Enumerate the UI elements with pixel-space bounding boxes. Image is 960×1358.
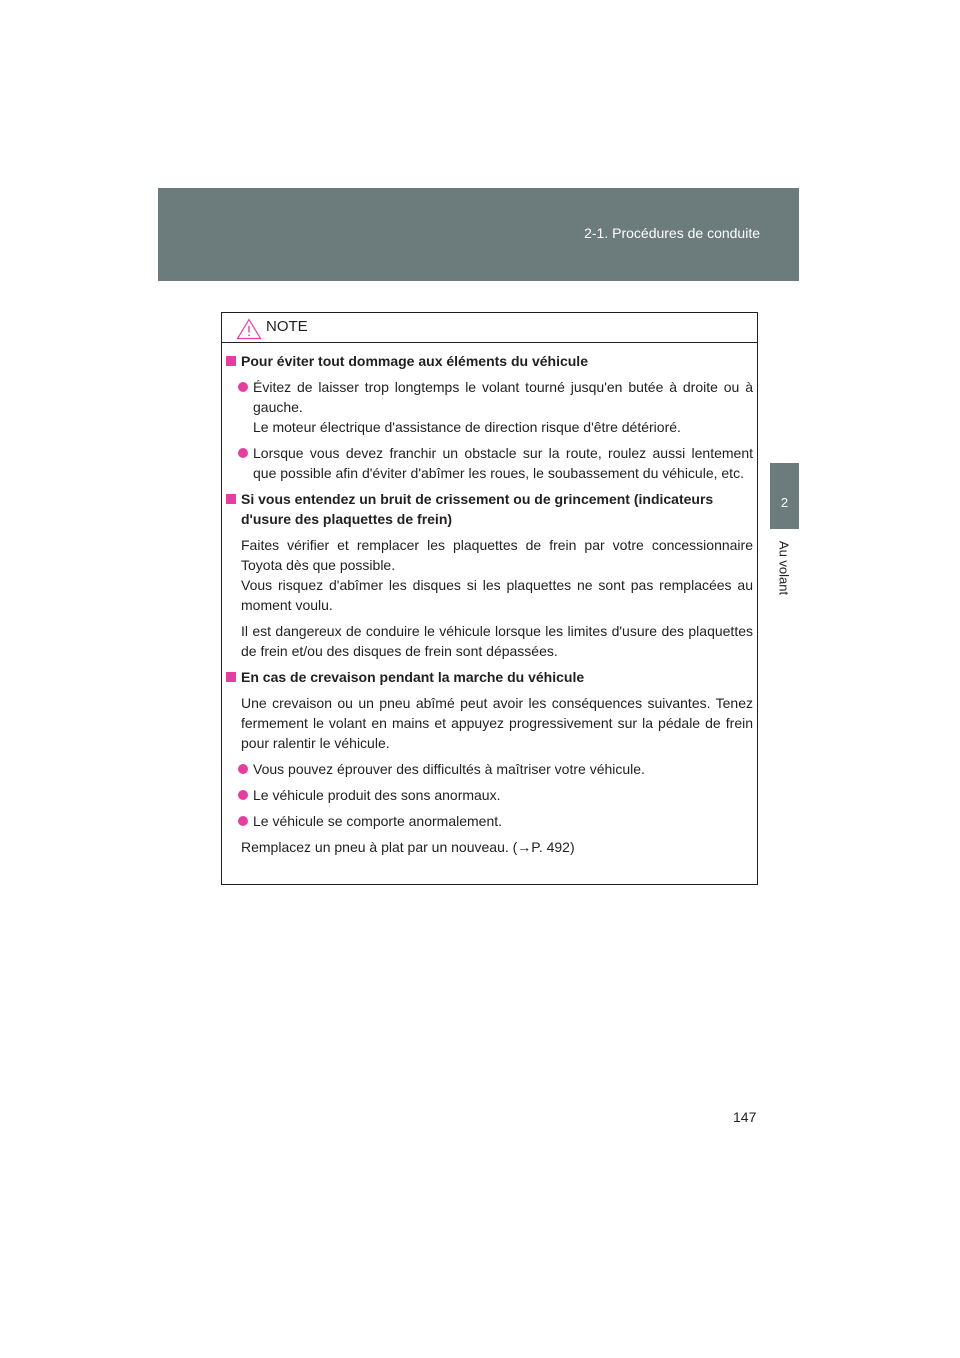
bullet-item: Évitez de laisser trop longtemps le volant tourné jusqu'en butée à droite ou à gauche. Le moteur électrique d'assistance de direction risque d'être détérioré. xyxy=(222,377,757,437)
bullet-item: Vous pouvez éprouver des difficultés à maîtriser votre véhicule. xyxy=(222,759,757,779)
paragraph: Faites vérifier et remplacer les plaquettes de frein par votre concessionnaire Toyota dès que possible. Vous risquez d'abîmer les disques si les plaquettes ne sont pas remplacées au moment voulu. xyxy=(241,537,753,613)
header-band xyxy=(158,188,799,281)
paragraph: Il est dangereux de conduire le véhicule lorsque les limites d'usure des plaquettes de frein et/ou des disques de frein sont dépassées. xyxy=(241,623,753,659)
dot-bullet-icon xyxy=(238,382,248,392)
note-box xyxy=(221,312,758,885)
chapter-tab xyxy=(770,463,799,529)
square-bullet-icon xyxy=(226,494,236,504)
dot-bullet-icon xyxy=(238,764,248,774)
paragraph: Une crevaison ou un pneu abîmé peut avoir les conséquences suivantes. Tenez fermement le volant en mains et appuyez progressivement sur la pédale de frein pour ralentir le véhicule. xyxy=(241,695,753,751)
bullet-item: Le véhicule se comporte anormalement. xyxy=(222,811,757,831)
section-heading: Si vous entendez un bruit de crissement ou de grincement (indicateurs d'usure des plaquettes de frein) xyxy=(222,489,757,529)
bullet-item: Lorsque vous devez franchir un obstacle sur la route, roulez aussi lentement que possible afin d'éviter d'abîmer les roues, le soubassement du véhicule, etc. xyxy=(222,443,757,483)
dot-bullet-icon xyxy=(238,790,248,800)
square-bullet-icon xyxy=(226,356,236,366)
page-number: 147 xyxy=(733,1109,757,1125)
chapter-label: Au volant xyxy=(776,540,792,596)
section-heading: Pour éviter tout dommage aux éléments du véhicule xyxy=(222,351,757,371)
note-header xyxy=(222,313,757,343)
section-heading: En cas de crevaison pendant la marche du véhicule xyxy=(222,667,757,687)
warning-triangle-icon xyxy=(236,318,262,340)
section-title: 2-1. Procédures de conduite xyxy=(584,225,760,241)
bullet-item: Le véhicule produit des sons anormaux. xyxy=(222,785,757,805)
page-reference: Remplacez un pneu à plat par un nouveau. (→P. 492) xyxy=(241,839,575,855)
dot-bullet-icon xyxy=(238,816,248,826)
square-bullet-icon xyxy=(226,672,236,682)
dot-bullet-icon xyxy=(238,448,248,458)
chapter-number: 2 xyxy=(780,495,789,510)
note-title: NOTE xyxy=(266,318,308,335)
note-content xyxy=(222,351,757,863)
